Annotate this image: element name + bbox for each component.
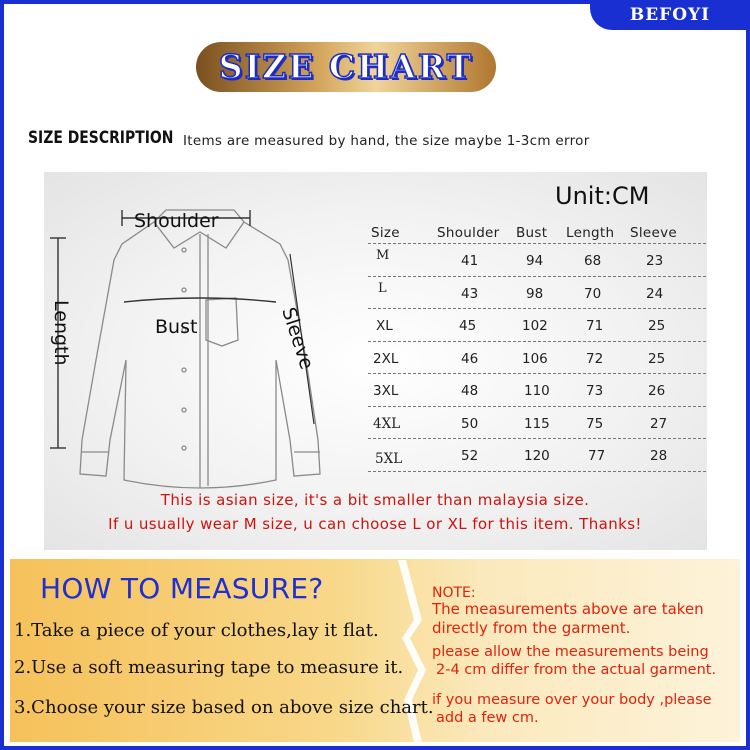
table-cell: 70 — [584, 285, 602, 302]
notice-line-2: If u usually wear M size, u can choose L or XL for this item. Thanks! — [108, 515, 642, 533]
table-cell: 106 — [522, 350, 548, 367]
table-header: Shoulder — [437, 225, 500, 241]
table-header: Length — [566, 225, 615, 241]
table-cell: 41 — [461, 253, 479, 269]
table-row — [368, 407, 706, 440]
table-cell: 115 — [524, 415, 550, 432]
note-line-4: 2-4 cm differ from the actual garment. — [436, 662, 717, 678]
bust-label: Bust — [155, 316, 198, 338]
table-cell: 3XL — [373, 383, 399, 399]
note-line-1: The measurements above are taken — [432, 600, 704, 618]
table-cell: 28 — [650, 448, 668, 464]
note-line-6: add a few cm. — [436, 710, 539, 726]
page-title: SIZE CHART — [196, 42, 496, 92]
table-cell: 94 — [526, 253, 544, 269]
table-cell: 23 — [646, 253, 664, 269]
step-3: 3.Choose your size based on above size chart. — [14, 697, 434, 718]
table-row — [368, 342, 706, 375]
table-cell: 46 — [461, 350, 479, 367]
size-description-label: SIZE DESCRIPTION — [28, 128, 174, 148]
table-cell: 24 — [646, 285, 664, 302]
table-cell: 72 — [586, 350, 604, 367]
table-cell: 75 — [586, 415, 604, 432]
table-cell: 110 — [524, 383, 550, 399]
sleeve-label: Sleeve — [277, 304, 318, 373]
table-cell: 71 — [586, 318, 604, 334]
note-block — [432, 585, 476, 601]
note-line-3: please allow the measurements being — [432, 644, 709, 660]
table-cell: 25 — [648, 318, 666, 334]
unit-label: Unit:CM — [555, 182, 650, 210]
table-cell: 43 — [461, 285, 479, 302]
table-cell: 25 — [648, 350, 666, 367]
brand-tab: BEFOYI — [590, 0, 750, 30]
table-row — [368, 277, 706, 310]
table-cell: L — [378, 280, 387, 296]
table-cell: 52 — [461, 448, 479, 464]
table-cell: 102 — [522, 318, 548, 334]
table-row — [368, 309, 706, 342]
shirt-diagram — [44, 190, 364, 500]
table-header: Size — [371, 225, 400, 241]
length-label: Length — [50, 300, 72, 366]
table-cell: 27 — [650, 415, 668, 432]
table-cell: 77 — [588, 448, 606, 464]
table-cell: 50 — [461, 415, 479, 432]
step-1: 1.Take a piece of your clothes,lay it flat. — [14, 620, 379, 641]
table-header-row — [368, 222, 706, 244]
table-row — [368, 439, 706, 472]
table-cell: 2XL — [373, 350, 399, 367]
table-cell: 26 — [648, 383, 666, 399]
table-cell: 98 — [526, 285, 544, 302]
table-header: Bust — [516, 225, 548, 241]
how-to-title: HOW TO MEASURE? — [40, 572, 324, 605]
table-row — [368, 244, 706, 277]
table-cell: 48 — [461, 383, 479, 399]
table-cell: M — [376, 248, 390, 263]
table-cell: 68 — [584, 253, 602, 269]
notice-line-1: This is asian size, it's a bit smaller than malaysia size. — [160, 491, 590, 509]
table-header: Sleeve — [630, 225, 678, 241]
step-2: 2.Use a soft measuring tape to measure it. — [14, 657, 404, 678]
table-row — [368, 374, 706, 407]
size-description-note: Items are measured by hand, the size maybe 1-3cm error — [183, 133, 590, 149]
note-label: NOTE: — [432, 585, 476, 601]
shoulder-label: Shoulder — [134, 210, 219, 232]
table-cell: 4XL — [373, 415, 401, 432]
note-line-2: directly from the garment. — [432, 619, 631, 637]
table-cell: 5XL — [375, 451, 403, 467]
table-cell: 45 — [459, 318, 477, 334]
table-cell: XL — [376, 318, 393, 334]
table-cell: 73 — [586, 383, 604, 399]
note-line-5: if you measure over your body ,please — [432, 692, 712, 708]
size-table — [368, 222, 706, 472]
table-cell: 120 — [524, 448, 550, 464]
